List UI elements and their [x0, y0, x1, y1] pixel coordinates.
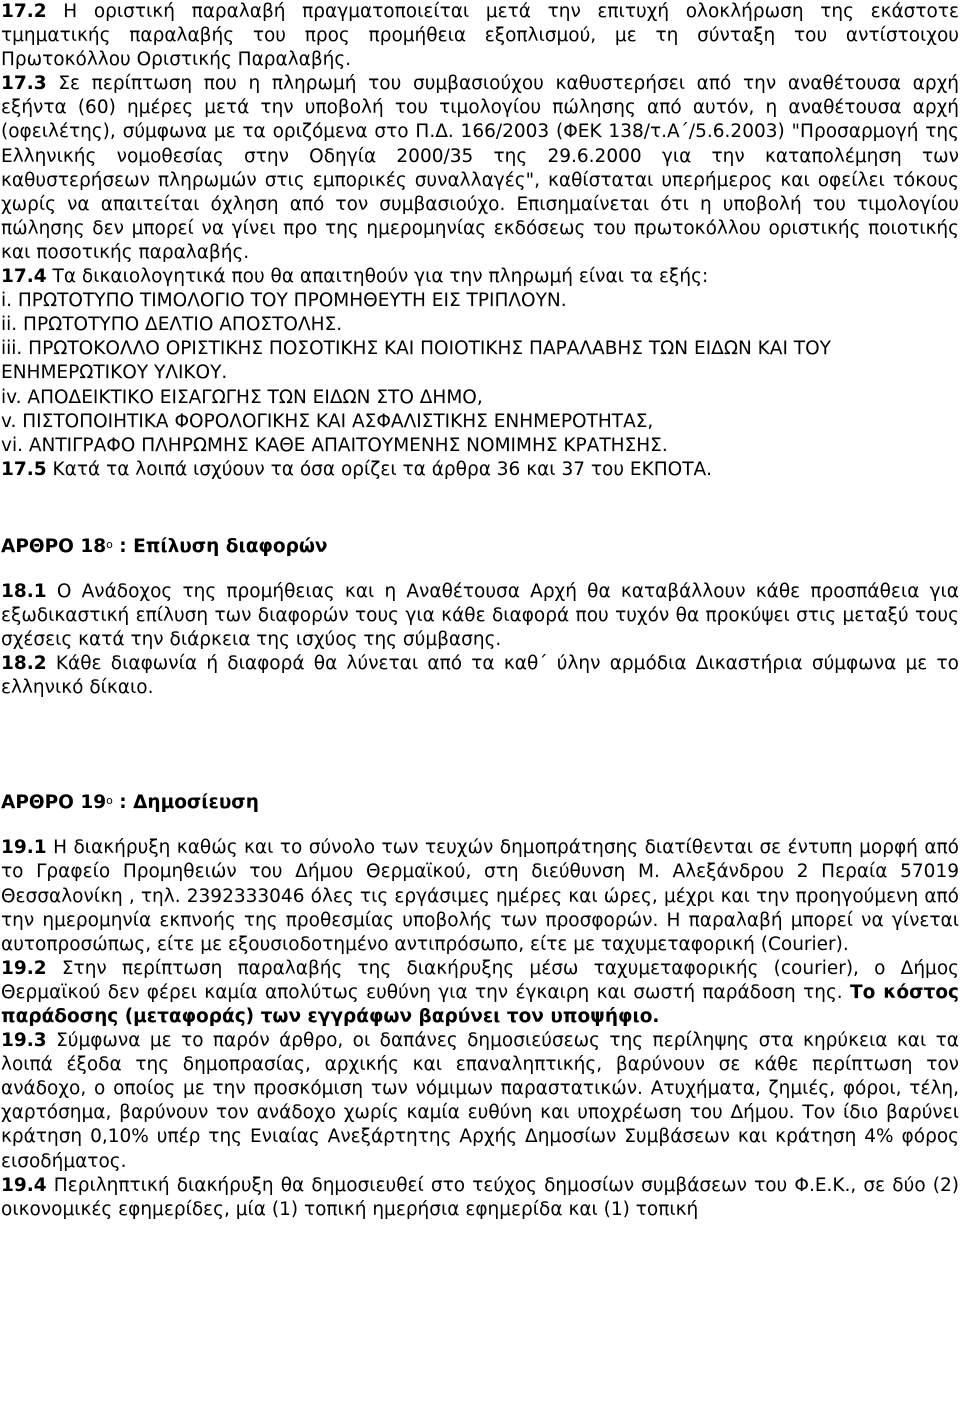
paragraph-17-5 [1, 458, 959, 482]
list-item: iii. ΠΡΩΤΟΚΟΛΛΟ ΟΡΙΣΤΙΚΗΣ ΠΟΣΟΤΙΚΗΣ ΚΑΙ ΠΟΙΟΤΙΚΗΣ ΠΑΡΑΛΑΒΗΣ ΤΩΝ ΕΙΔΩΝ ΚΑΙ ΤΟΥ ΕΝΗΜΕΡΩΤΙΚΟΥ ΥΛΙΚΟΥ. [1, 338, 831, 384]
clause-text: Τα δικαιολογητικά που θα απαιτηθούν για την πληρωμή είναι τα εξής: [46, 266, 709, 288]
spacer [1, 815, 959, 836]
paragraph-17-3 [1, 72, 959, 265]
list-item: i. ΠΡΩΤΟΤΥΠΟ ΤΙΜΟΛΟΓΙΟ ΤΟΥ ΠΡΟΜΗΘΕΥΤΗ ΕΙΣ ΤΡΙΠΛΟΥΝ. [1, 290, 567, 312]
clause-number: 17.5 [1, 458, 47, 480]
list-item: iv. ΑΠΟΔΕΙΚΤΙΚΟ ΕΙΣΑΓΩΓΗΣ ΤΩΝ ΕΙΔΩΝ ΣΤΟ ΔΗΜΟ, [1, 386, 483, 408]
clause-text: Σύμφωνα με το παρόν άρθρο, οι δαπάνες δημοσιεύσεως της περίληψης στα κηρύκεια και τα λοιπά έξοδα της δημοπρασίας, αρχικής και επαναληπτικής, βαρύνουν σε κάθε περίπτωση τον ανάδοχο, ο οποίος με την προσκόμιση των νόμιμων παραστατικών. Ατυχήματα, ζημιές, φόροι, τέλη, χαρτόσημα, βαρύνουν τον ανάδοχο χωρίς καμία ευθύνη και υποχρέωση του Δήμου. Τον ίδιο βαρύνει κράτηση 0,10% υπέρ της Ενιαίας Ανεξάρτητης Αρχής Δημοσίων Συμβάσεων και κράτηση 4% φόρος εισοδήματος. [1, 1030, 959, 1172]
heading-text: ΑΡΘΡΟ 18 [1, 535, 107, 557]
heading-title: : Επίλυση διαφορών [112, 535, 328, 557]
clause-text: Η διακήρυξη καθώς και το σύνολο των τευχών δημοπράτησης διατίθενται σε έντυπη μορφή από το Γραφείο Προμηθειών του Δήμου Θερμαϊκού, στη διεύθυνση Μ. Αλεξάνδρου 2 Περαία 57019 Θεσσαλονίκη , τηλ. 2392333046 όλες τις εργάσιμες ημέρες και ώρες, μέχρι και την προηγούμενη από την ημερομηνία εκπνοής της προθεσμίας υποβολής των προσφορών. Η παραλαβή μπορεί να γίνεται αυτοπροσώπως, είτε με εξουσιοδοτημένο αντιπρόσωπο, είτε με ταχυμεταφορική (Courier). [1, 837, 959, 955]
paragraph-19-4 [1, 1174, 959, 1222]
clause-bold-text: Το κόστος παράδοσης (μεταφοράς) των εγγράφων βαρύνει τον υποψήφιο. [1, 981, 959, 1027]
article-18-heading [1, 535, 959, 559]
clause-number: 17.2 [1, 1, 47, 22]
paragraph-17-4 [1, 265, 959, 289]
clause-number: 19.2 [1, 957, 47, 979]
ordinal-superscript: ο [106, 794, 113, 808]
clause-number: 17.4 [1, 266, 47, 288]
clause-number: 17.3 [1, 73, 47, 95]
paragraph-19-1 [1, 836, 959, 956]
clause-number: 19.1 [1, 837, 47, 859]
clause-text: Περιληπτική διακήρυξη θα δημοσιευθεί στο τεύχος δημοσίων συμβάσεων του Φ.Ε.Κ., σε δύο (2) οικονομικές εφημερίδες, μία (1) τοπική ημερήσια εφημερίδα και (1) τοπική [1, 1174, 959, 1220]
clause-number: 18.1 [1, 580, 47, 602]
paragraph-18-2 [1, 652, 959, 700]
paragraph-19-3 [1, 1029, 959, 1174]
clause-text: Στην περίπτωση παραλαβής της διακήρυξης μέσω ταχυμεταφορικής (courier), ο Δήμος Θερμαϊκού δεν φέρει καμία απολύτως ευθύνη για την έγκαιρη και σωστή παράδοση της. [1, 957, 959, 1003]
article-19-heading [1, 791, 959, 815]
clause-text: Κάθε διαφωνία ή διαφορά θα λύνεται από τα καθ΄ ύλην αρμόδια Δικαστήρια σύμφωνα με το ελληνικό δίκαιο. [1, 653, 959, 699]
heading-text: ΑΡΘΡΟ 19 [1, 792, 107, 814]
documents-list [1, 289, 959, 458]
list-item: vi. ΑΝΤΙΓΡΑΦΟ ΠΛΗΡΩΜΗΣ ΚΑΘΕ ΑΠΑΙΤΟΥΜΕΝΗΣ ΝΟΜΙΜΗΣ ΚΡΑΤΗΣΗΣ. [1, 434, 668, 456]
heading-title: : Δημοσίευση [112, 792, 259, 814]
paragraph-18-1 [1, 580, 959, 652]
spacer [1, 700, 959, 791]
paragraph-17-2 [1, 0, 959, 72]
ordinal-superscript: ο [106, 537, 113, 551]
clause-number: 19.4 [1, 1174, 47, 1196]
clause-text: Η οριστική παραλαβή πραγματοποιείται μετά την επιτυχή ολοκλήρωση της εκάστοτε τμηματικής παραλαβής του προς προμήθεια εξοπλισμού, με τη σύνταξη του αντίστοιχου Πρωτοκόλλου Οριστικής Παραλαβής. [1, 1, 959, 71]
clause-text: Κατά τα λοιπά ισχύουν τα όσα ορίζει τα άρθρα 36 και 37 του ΕΚΠΟΤΑ. [46, 458, 713, 480]
clause-number: 18.2 [1, 653, 47, 675]
spacer [1, 482, 959, 535]
list-item: ii. ΠΡΩΤΟΤΥΠΟ ΔΕΛΤΙΟ ΑΠΟΣΤΟΛΗΣ. [1, 314, 343, 336]
paragraph-19-2 [1, 957, 959, 1029]
clause-text: Σε περίπτωση που η πληρωμή του συμβασιούχου καθυστερήσει από την αναθέτουσα αρχή εξήντα (60) ημέρες μετά την υποβολή του τιμολογίου πώλησης από αυτόν, η αναθέτουσα αρχή (οφειλέτης), σύμφωνα με τα οριζόμενα στο Π.Δ. 166/2003 (ΦΕΚ 138/τ.Α΄/5.6.2003) "Προσαρμογή της Ελληνικής νομοθεσίας στην Οδηγία 2000/35 της 29.6.2000 για την καταπολέμηση των καθυστερήσεων πληρωμών στις εμπορικές συναλλαγές", καθίσταται υπερήμερος και οφείλει τόκους χωρίς να απαιτείται όχληση από τον συμβασιούχο. Επισημαίνεται ότι η υποβολή του τιμολογίου πώλησης δεν μπορεί να γίνει προ της ημερομηνίας εκδόσεως του πρωτοκόλλου οριστικής ποιοτικής και ποσοτικής παραλαβής. [1, 73, 959, 263]
spacer [1, 559, 959, 580]
clause-number: 19.3 [1, 1030, 47, 1052]
list-item: v. ΠΙΣΤΟΠΟΙΗΤΙΚΑ ΦΟΡΟΛΟΓΙΚΗΣ ΚΑΙ ΑΣΦΑΛΙΣΤΙΚΗΣ ΕΝΗΜΕΡΟΤΗΤΑΣ, [1, 410, 654, 432]
clause-text: Ο Ανάδοχος της προμήθειας και η Αναθέτουσα Αρχή θα καταβάλλουν κάθε προσπάθεια για εξωδικαστική επίλυση των διαφορών τους για κάθε διαφορά που τυχόν θα προκύψει στις μεταξύ τους σχέσεις κατά την διάρκεια της ισχύος της σύμβασης. [1, 580, 959, 651]
